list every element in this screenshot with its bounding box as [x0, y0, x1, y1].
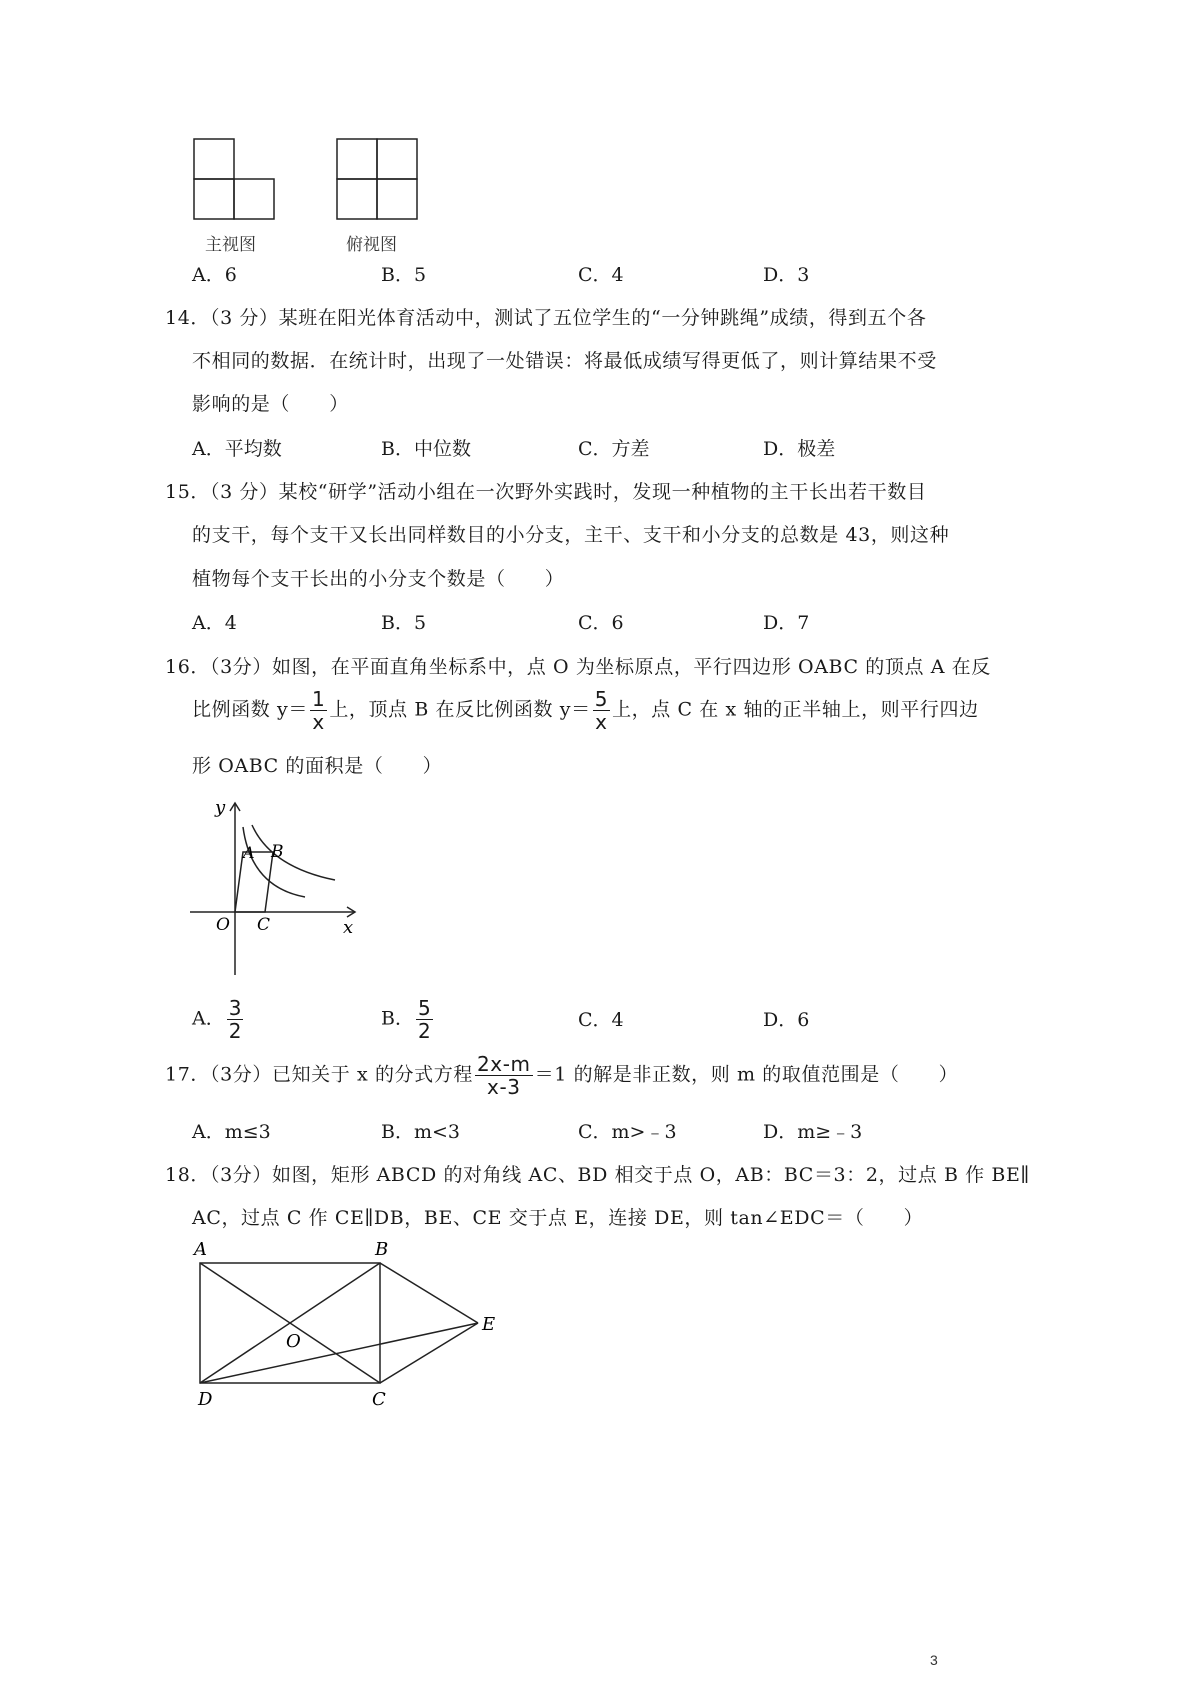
q16-frac2-denominator: x	[595, 710, 608, 734]
segment-ce	[380, 1323, 478, 1383]
q16-option-b[interactable]	[381, 997, 435, 1042]
origin-label: O	[216, 915, 230, 935]
q16-frac1-numerator: 1	[311, 687, 326, 711]
q16-stem-line3: 形 OABC 的面积是（ ）	[192, 755, 443, 777]
point-c-label: C	[257, 915, 271, 935]
q17-fraction-denominator: x-3	[487, 1075, 521, 1099]
front-view-figure	[190, 136, 280, 224]
q15-option-a[interactable]: A．4	[192, 612, 237, 634]
q13-option-d[interactable]: D．3	[763, 264, 810, 286]
q13-option-a[interactable]: A．6	[192, 264, 237, 286]
segment-de	[200, 1323, 478, 1383]
q17-option-d[interactable]: D．m≥﹣3	[763, 1121, 863, 1143]
q16-option-a-denominator: 2	[228, 1019, 242, 1043]
q16-option-c[interactable]: C．4	[578, 1009, 624, 1031]
q16-option-b-prefix: B．	[381, 1007, 414, 1030]
q16-coordinate-figure	[185, 795, 385, 980]
q16-line2-part-c: 上，点 C 在 x 轴的正半轴上，则平行四边	[612, 698, 979, 721]
q15-option-c[interactable]: C．6	[578, 612, 624, 634]
q13-option-c[interactable]: C．4	[578, 264, 624, 286]
q16-option-b-denominator: 2	[417, 1019, 431, 1043]
point-a-label: A	[243, 843, 255, 862]
q18-stem-line1: 18．（3分）如图，矩形 ABCD 的对角线 AC、BD 相交于点 O，AB：BC＝3：2，过点 B 作 BE∥	[165, 1164, 1030, 1186]
q14-stem-line2: 不相同的数据．在统计时，出现了一处错误：将最低成绩写得更低了，则计算结果不受	[192, 350, 937, 372]
q17-stem-part-a: 17．（3分）已知关于 x 的分式方程	[165, 1063, 473, 1086]
point-d-label: D	[198, 1389, 213, 1410]
q13-option-b[interactable]: B．5	[381, 264, 427, 286]
q15-option-b[interactable]: B．5	[381, 612, 427, 634]
q14-option-b[interactable]: B．中位数	[381, 438, 471, 460]
q14-option-c[interactable]: C．方差	[578, 438, 650, 460]
q16-fraction-one-over-x	[310, 688, 327, 733]
point-o-label: O	[286, 1331, 301, 1352]
q14-option-a[interactable]: A．平均数	[192, 438, 282, 460]
q16-option-d[interactable]: D．6	[763, 1009, 810, 1031]
q16-option-a-prefix: A．	[192, 1007, 225, 1030]
point-c-label: C	[372, 1389, 386, 1410]
q15-stem-line3: 植物每个支干长出的小分支个数是（ ）	[192, 568, 565, 590]
point-b-label: B	[271, 842, 284, 862]
top-view-caption: 俯视图	[346, 235, 397, 255]
q16-line2-part-b: 上，顶点 B 在反比例函数 y＝	[329, 698, 591, 721]
q14-stem-line1: 14．（3 分）某班在阳光体育活动中，测试了五位学生的“一分钟跳绳”成绩，得到五个各	[165, 307, 927, 329]
q17-fraction-numerator: 2x-m	[476, 1052, 531, 1076]
q16-option-a[interactable]	[192, 997, 245, 1042]
q16-fraction-five-over-x	[593, 688, 610, 733]
q17-stem	[165, 1053, 958, 1098]
segment-be	[380, 1263, 478, 1323]
point-a-label: A	[194, 1239, 207, 1260]
q17-option-b[interactable]: B．m<3	[381, 1121, 460, 1143]
q17-option-c[interactable]: C．m>﹣3	[578, 1121, 677, 1143]
q17-stem-part-b: ＝1 的解是非正数，则 m 的取值范围是（ ）	[534, 1063, 959, 1086]
q14-stem-line3: 影响的是（ ）	[192, 393, 349, 415]
q16-option-a-fraction	[227, 997, 244, 1042]
q15-option-d[interactable]: D．7	[763, 612, 810, 634]
x-axis-label: x	[343, 917, 354, 938]
q16-stem-line1: 16．（3分）如图，在平面直角坐标系中，点 O 为坐标原点，平行四边形 OABC 的顶点 A 在反	[165, 656, 991, 678]
q17-option-a[interactable]: A．m≤3	[192, 1121, 271, 1143]
page-number: 3	[930, 1652, 938, 1668]
curve-y-1-over-x	[243, 827, 305, 897]
q17-equation-fraction	[475, 1053, 533, 1098]
top-view-figure	[333, 136, 423, 224]
point-e-label: E	[482, 1314, 496, 1335]
y-axis-label: y	[215, 797, 226, 818]
q16-stem-line2	[192, 688, 979, 733]
front-view-caption: 主视图	[205, 235, 256, 255]
q18-rectangle-figure	[190, 1235, 510, 1410]
q16-frac1-denominator: x	[312, 710, 325, 734]
q15-stem-line1: 15．（3 分）某校“研学”活动小组在一次野外实践时，发现一种植物的主干长出若干数目	[165, 481, 927, 503]
point-b-label: B	[375, 1239, 389, 1260]
q16-option-b-fraction	[416, 997, 433, 1042]
q18-stem-line2: AC，过点 C 作 CE∥DB，BE、CE 交于点 E，连接 DE，则 tan∠EDC＝（ ）	[192, 1207, 924, 1229]
q16-option-a-numerator: 3	[228, 996, 242, 1020]
q16-line2-part-a: 比例函数 y＝	[192, 698, 308, 721]
q14-option-d[interactable]: D．极差	[763, 438, 836, 460]
q16-option-b-numerator: 5	[417, 996, 431, 1020]
q16-frac2-numerator: 5	[594, 687, 609, 711]
q15-stem-line2: 的支干，每个支干又长出同样数目的小分支，主干、支干和小分支的总数是 43，则这种	[192, 524, 950, 546]
